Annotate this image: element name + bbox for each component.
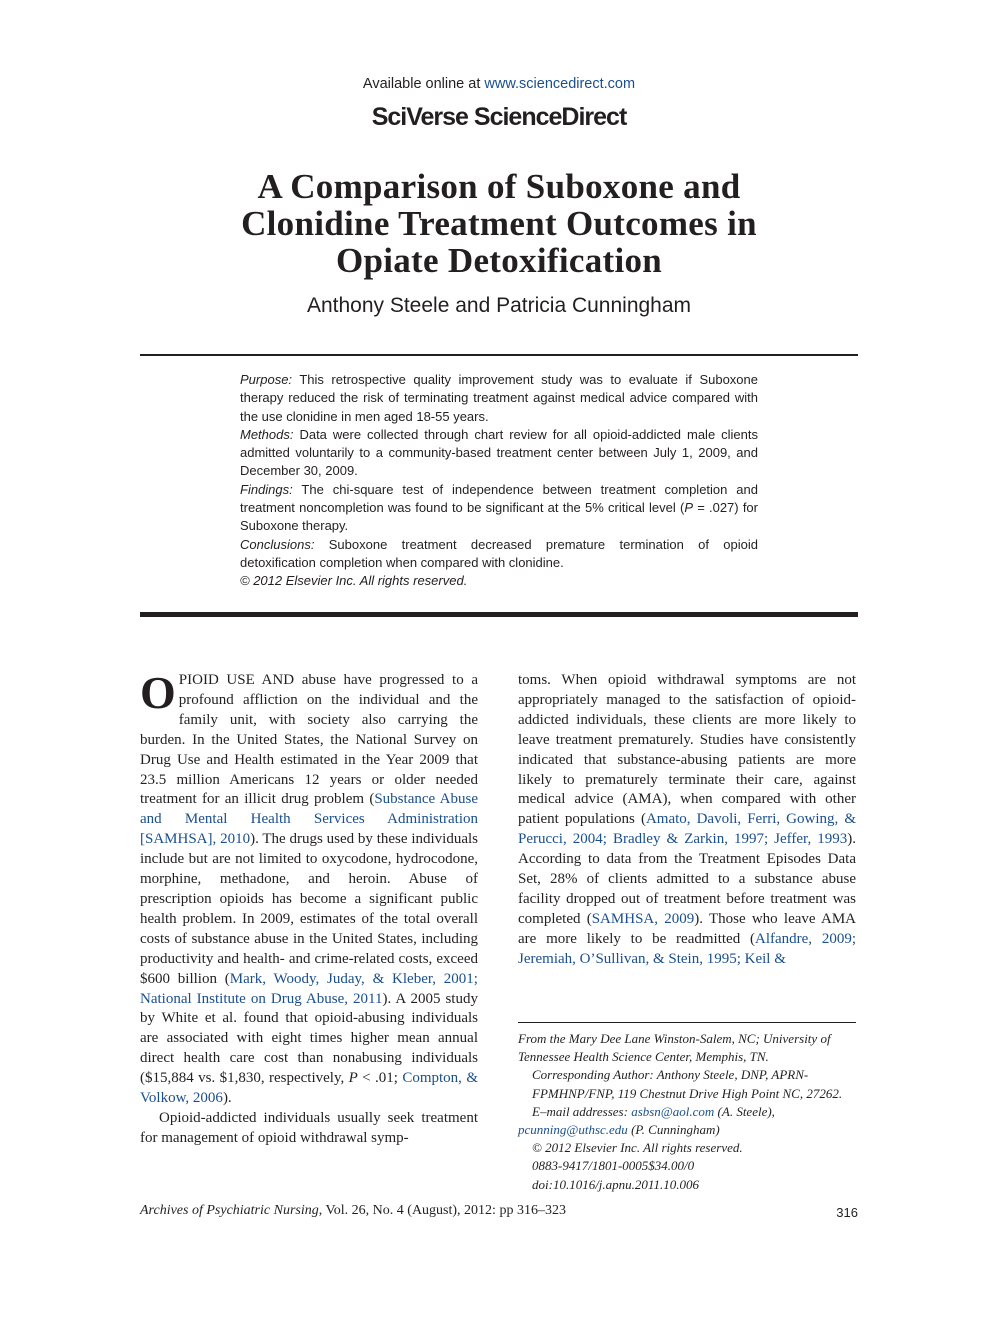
abstract-bottom-rule [140,612,858,617]
availability-line: Available online at www.sciencedirect.com [362,76,636,92]
abstract-methods: Methods: Data were collected through chart review for all opioid-addicted male clients admitted voluntarily to a community-based treatment center between July 1, 2009, and December 30, 2009. [240,426,758,479]
page-number: 316 [836,1205,858,1220]
abstract-conclusions: Conclusions: Suboxone treatment decreased premature termination of opioid detoxification completion when compared with clonidine. [240,536,758,570]
body-column-right [518,671,856,970]
citation-link[interactable]: Mark, Woody, Juday, & Kleber, 2001; National Institute on Drug Abuse, 2011 [140,970,478,1007]
email-link[interactable]: asbsn@aol.com [631,1103,715,1119]
footnote-copyright: © 2012 Elsevier Inc. All rights reserved. [532,1140,743,1156]
sciencedirect-link[interactable]: www.sciencedirect.com [484,76,636,92]
body-paragraph: OPIOID USE AND abuse have progressed to a profound affliction on the individual and the family unit, with society also carrying the burden. In the United States, the National Survey on Drug Use and Health estimated in the Year 2009 that 23.5 million Americans 12 years or older needed treatment for an illicit drug problem (Substance Abuse and Mental Health Services Administration [SAMHSA], 2010). The drugs used by these individuals include but are not limited to oxycodone, hydrocodone, morphine, methadone, and heroin. Abuse of prescription opioids has become a significant public health problem. In 2009, estimates of the total overall costs of substance abuse in the United States, including productivity and health- and crime-related costs, exceed $600 billion (Mark, Woody, Juday, & Kleber, 2001; National Institute on Drug Abuse, 2011). A 2005 study by White et al. found that opioid-abusing individuals are associated with eight times higher mean annual direct health care cost than nonabusing individuals ($15,884 vs. $1,830, respectively, P < .01; Compton, & Volkow, 2006). [140,667,479,1107]
footnotes [518,1030,858,1194]
footnote-corresponding: Corresponding Author: Anthony Steele, DNP, APRN-FPMHNP/FNP, 119 Chestnut Drive High Point NC, 27262. [532,1067,843,1101]
abstract-copyright: © 2012 Elsevier Inc. All rights reserved. [240,573,468,589]
footnote-emails: E–mail addresses: asbsn@aol.com (A. Steele), [532,1103,775,1119]
body-paragraph: toms. When opioid withdrawal symptoms are not appropriately managed to the satisfaction of opioid-addicted individuals, these clients are more likely to leave treatment prematurely. Studies have consistently indicated that substance-abusing patients are more likely to prematurely terminate their care, against medical advice (AMA), when compared with other patient populations (Amato, Davoli, Ferri, Gowing, & Perucci, 2004; Bradley & Zarkin, 1997; Jeffer, 1993). According to data from the Treatment Episodes Data Set, 28% of clients admitted to a substance abuse facility dropped out of treatment before treatment was completed (SAMHSA, 2009). Those who leave AMA are more likely to be readmitted (Alfandre, 2009; Jeremiah, O’Sullivan, & Stein, 1995; Keil & [518,672,856,967]
citation-link[interactable]: Compton, & Volkow, 2006 [140,1070,478,1107]
article-title: A Comparison of Suboxone and Clonidine Treatment Outcomes in Opiate Detoxification [241,167,757,280]
footnote-issn: 0883-9417/1801-0005$34.00/0 [532,1158,695,1174]
footnote-affiliation: From the Mary Dee Lane Winston-Salem, NC; University of Tennessee Health Science Center, Memphis, TN. [518,1031,831,1065]
abstract-purpose: Purpose: This retrospective quality improvement study was to evaluate if Suboxone therapy reduced the risk of terminating treatment against medical advice compared with the use clonidine in men aged 18-55 years. [240,372,758,424]
journal-citation: Archives of Psychiatric Nursing, Vol. 26, No. 4 (August), 2012: pp 316–323 [140,1203,566,1218]
citation-link[interactable]: Amato, Davoli, Ferri, Gowing, & Perucci, 2004; Bradley & Zarkin, 1997; Jeffer, 1993 [518,811,856,848]
body-column-left [140,667,479,1149]
footnote-rule [518,1022,856,1023]
body-paragraph: Opioid-addicted individuals usually seek treatment for management of opioid withdrawal symp- [140,1109,478,1146]
abstract-findings: Findings: The chi-square test of independence between treatment completion and treatment noncompletion was found to be significant at the 5% critical level (P = .027) for Suboxone therapy. [240,481,758,534]
abstract-top-rule [140,354,858,356]
citation-link[interactable]: Substance Abuse and Mental Health Services Administration [SAMHSA], 2010 [140,791,478,848]
footnote-doi: doi:10.1016/j.apnu.2011.10.006 [532,1176,699,1192]
abstract [240,371,758,591]
email-link[interactable]: pcunning@uthsc.edu [518,1122,628,1138]
citation-link[interactable]: Alfandre, 2009; Jeremiah, O’Sullivan, & Stein, 1995; Keil & [518,930,856,967]
drop-cap: O [140,667,176,718]
article-authors: Anthony Steele and Patricia Cunningham [306,294,692,317]
citation-link[interactable]: SAMHSA, 2009 [591,910,695,927]
footnote-emails-cont: pcunning@uthsc.edu (P. Cunningham) [518,1122,720,1138]
publisher-brand: SciVerse ScienceDirect [371,103,627,131]
